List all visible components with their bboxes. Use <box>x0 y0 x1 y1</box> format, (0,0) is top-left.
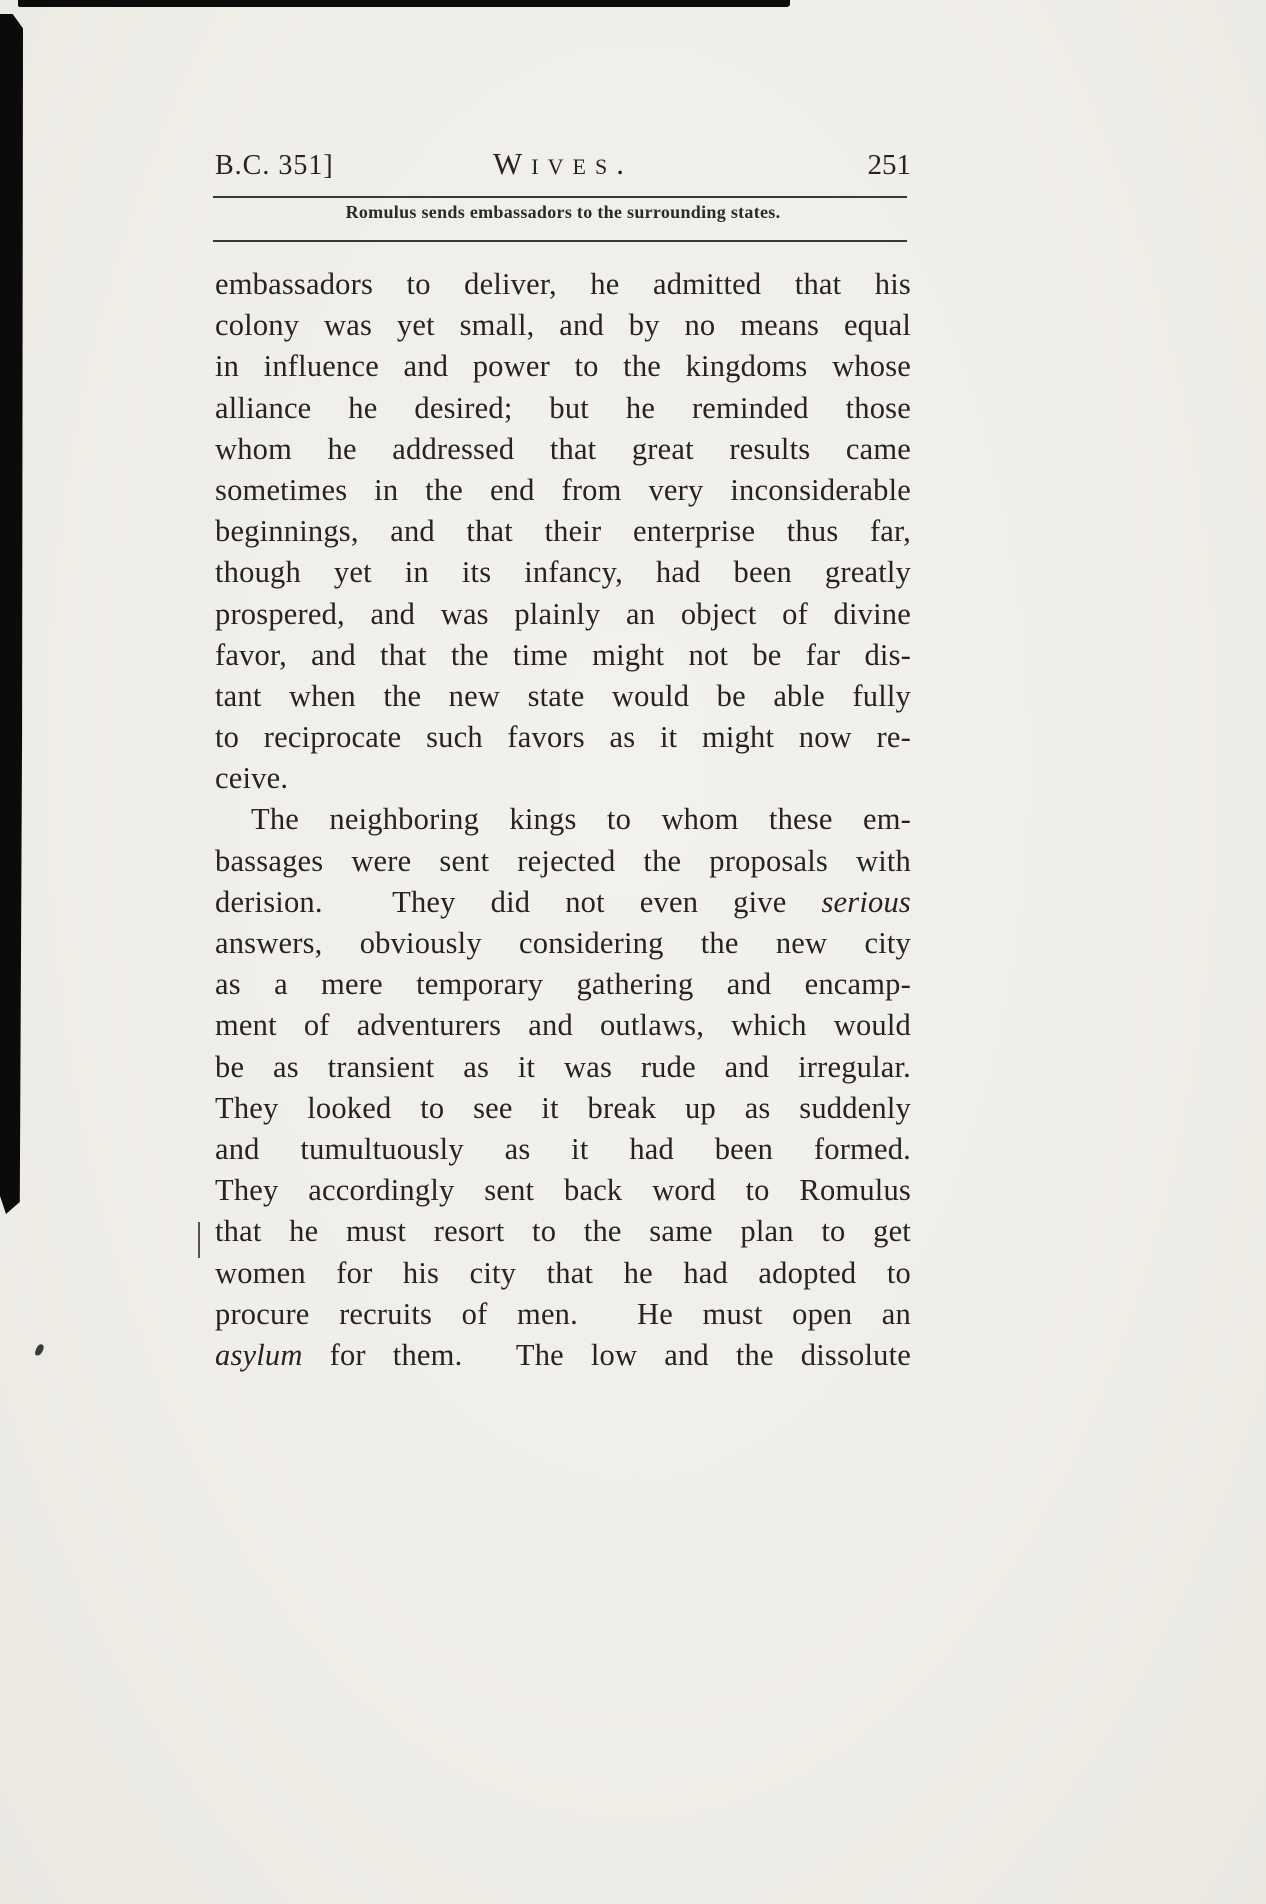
text-segment: whom he addressed that great results came <box>215 431 911 466</box>
italic-text: asylum <box>215 1337 303 1372</box>
text-line <box>215 841 911 882</box>
text-segment: derision. They did not even give <box>215 884 822 919</box>
text-line <box>215 1294 911 1335</box>
scan-artifact-tick <box>198 1222 200 1258</box>
text-segment: bassages were sent rejected the proposals with <box>215 843 911 878</box>
text-segment: women for his city that he had adopted to <box>215 1255 911 1290</box>
text-segment: ceive. <box>215 761 289 796</box>
text-segment: prospered, and was plainly an object of divine <box>215 596 911 631</box>
text-line <box>215 1005 911 1046</box>
text-segment: embassadors to deliver, he admitted that his <box>215 267 911 301</box>
text-line <box>215 1047 911 1088</box>
text-line <box>215 799 911 840</box>
text-segment: tant when the new state would be able fully <box>215 678 911 713</box>
scan-artifact-mark <box>34 1343 44 1357</box>
text-line <box>215 346 911 387</box>
text-line <box>215 305 911 346</box>
text-line <box>215 676 911 717</box>
text-segment: They accordingly sent back word to Romulus <box>215 1173 911 1208</box>
text-segment: answers, obviously considering the new city <box>215 926 911 960</box>
text-line <box>215 264 911 305</box>
italic-text: serious <box>821 884 911 919</box>
text-segment: favor, and that the time might not be far dis- <box>215 637 911 672</box>
text-line <box>215 1211 911 1252</box>
text-line <box>215 388 911 429</box>
header-date: B.C. 351] <box>215 150 334 181</box>
header-title: Wives. <box>493 146 633 181</box>
text-line <box>215 511 911 552</box>
text-line <box>215 758 911 799</box>
text-segment: colony was yet small, and by no means equal <box>215 308 911 343</box>
text-line <box>215 1170 911 1211</box>
text-segment: ment of adventurers and outlaws, which would <box>215 1008 911 1043</box>
text-segment: The neighboring kings to whom these em- <box>251 802 911 837</box>
text-line <box>215 923 911 964</box>
text-line <box>215 1253 911 1294</box>
text-line <box>215 882 911 923</box>
text-segment: be as transient as it was rude and irregular. <box>215 1049 911 1084</box>
paragraph <box>215 799 911 1376</box>
text-segment: as a mere temporary gathering and encamp- <box>215 967 911 1002</box>
text-line <box>215 1088 911 1129</box>
text-segment: for them. The low and the dissolute <box>302 1337 911 1372</box>
text-segment: and tumultuously as it had been formed. <box>215 1131 911 1166</box>
text-segment: in influence and power to the kingdoms whose <box>215 349 911 384</box>
text-segment: beginnings, and that their enterprise thus far, <box>215 514 911 549</box>
text-segment: though yet in its infancy, had been greatly <box>215 555 911 590</box>
scan-artifact-left-bar <box>0 14 23 1214</box>
text-line <box>215 594 911 635</box>
text-line <box>215 1129 911 1170</box>
text-segment: to reciprocate such favors as it might now re- <box>215 720 911 755</box>
text-segment: that he must resort to the same plan to get <box>215 1214 911 1249</box>
text-line <box>215 717 911 758</box>
header-rule-bottom <box>213 240 907 242</box>
text-segment: alliance he desired; but he reminded those <box>215 390 911 425</box>
paragraph <box>215 264 911 799</box>
body-text <box>215 264 911 1376</box>
text-line <box>215 470 911 511</box>
header-rule-top <box>213 196 907 198</box>
section-note: Romulus sends embassadors to the surrounding states. <box>345 202 781 222</box>
text-line <box>215 429 911 470</box>
text-line <box>215 552 911 593</box>
header-page-number: 251 <box>867 149 911 181</box>
text-line <box>215 635 911 676</box>
text-segment: They looked to see it break up as suddenly <box>215 1090 911 1125</box>
text-segment: procure recruits of men. He must open an <box>215 1296 911 1331</box>
text-line <box>215 964 911 1005</box>
page-header <box>215 146 911 188</box>
text-segment: sometimes in the end from very inconsiderable <box>215 472 911 507</box>
scan-artifact-top-bar <box>18 0 790 7</box>
text-line <box>215 1335 911 1376</box>
